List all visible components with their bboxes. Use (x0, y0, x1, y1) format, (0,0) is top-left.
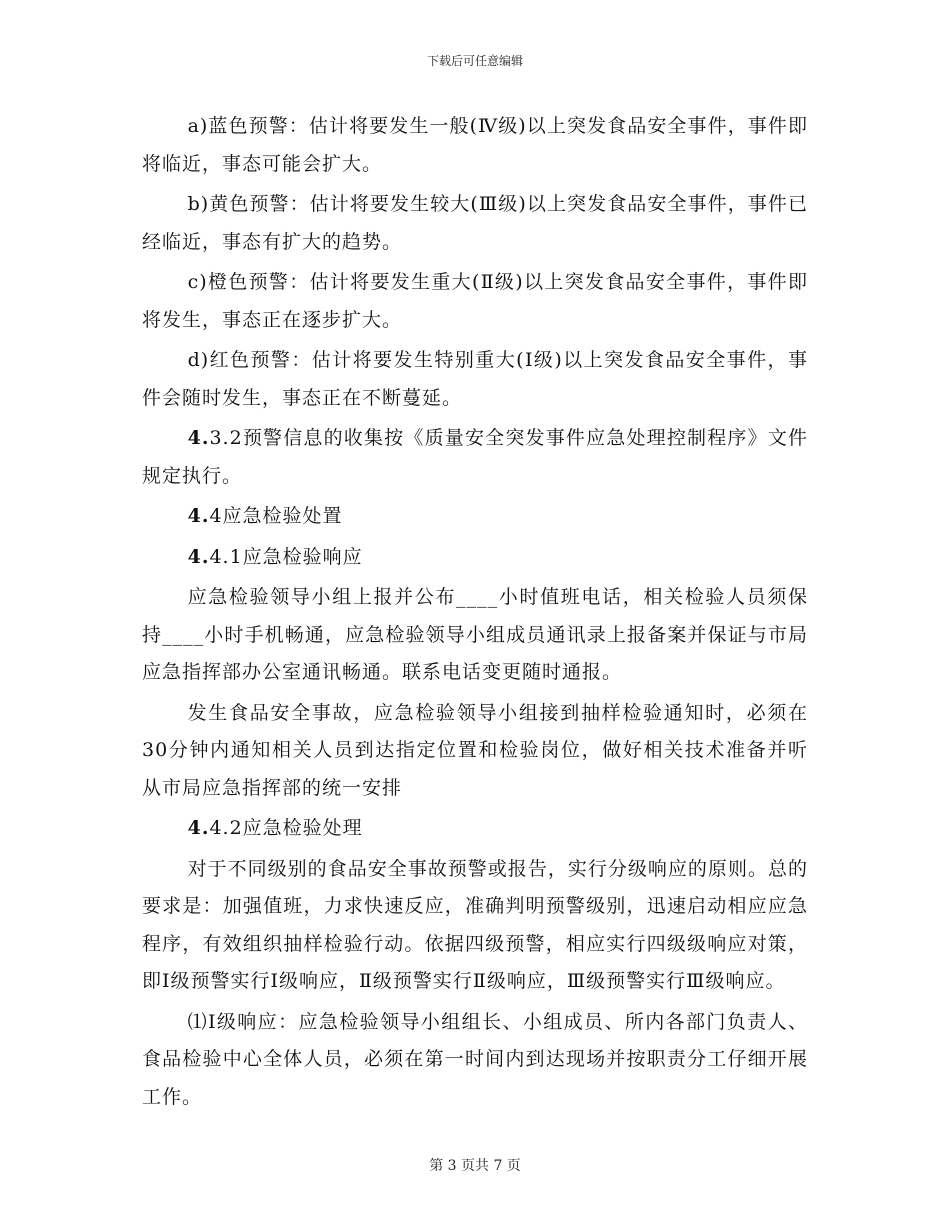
warning-blue-paragraph: a)蓝色预警：估计将要发生一般(Ⅳ级)以上突发食品安全事件，事件即将临近，事态可能会扩大。 (142, 115, 808, 175)
page-footer: 第 3 页共 7 页 (429, 1158, 521, 1174)
section-number: 4. (187, 505, 210, 527)
level-1-response-paragraph: ⑴Ⅰ级响应：应急检验领导小组组长、小组成员、所内各部门负责人、食品检验中心全体人员，必须在第一时间内到达现场并按职责分工仔细开展工作。 (142, 1010, 808, 1108)
duty-phone-paragraph: 应急检验领导小组上报并公布____小时值班电话，相关检验人员须保持____小时手机畅通，应急检验领导小组成员通讯录上报备案并保证与市局应急指挥部办公室通讯畅通。联系电话变更随时通报。 (142, 586, 808, 683)
section-number: 4. (187, 427, 210, 449)
section-4-4-2-heading (142, 810, 808, 848)
warning-orange-paragraph: c)橙色预警：估计将要发生重大(Ⅱ级)以上突发食品安全事件，事件即将发生，事态正在逐步扩大。 (142, 271, 808, 331)
section-text: 4.1应急检验响应 (209, 545, 363, 568)
section-text: 3.2预警信息的收集按《质量安全突发事件应急处理控制程序》文件规定执行。 (142, 427, 808, 487)
section-text: 4应急检验处置 (209, 505, 343, 527)
section-number: 4. (187, 545, 210, 568)
section-4-4-heading (142, 498, 808, 536)
warning-red-paragraph: d)红色预警：估计将要发生特别重大(Ⅰ级)以上突发食品安全事件，事件会随时发生，事态正在不断蔓延。 (142, 349, 808, 409)
section-4-4-1-heading (142, 539, 808, 577)
accident-notice-paragraph: 发生食品安全事故，应急检验领导小组接到抽样检验通知时，必须在30分钟内通知相关人员到达指定位置和检验岗位，做好相关技术准备并听从市局应急指挥部的统一安排 (142, 701, 808, 799)
page-header: 下载后可任意编辑 (426, 54, 523, 68)
section-4-3-2-paragraph (142, 420, 808, 495)
section-number: 4. (187, 817, 210, 839)
graded-response-paragraph: 对于不同级别的食品安全事故预警或报告，实行分级响应的原则。总的要求是：加强值班，力求快速反应，准确判明预警级别，迅速启动相应应急程序，有效组织抽样检验行动。依据四级预警，相应实行四级级响应对策，即Ⅰ级预警实行Ⅰ级响应，Ⅱ级预警实行Ⅱ级响应，Ⅲ级预警实行Ⅲ级响应。 (142, 857, 808, 992)
section-text: 4.2应急检验处理 (209, 817, 363, 839)
warning-yellow-paragraph: b)黄色预警：估计将要发生较大(Ⅲ级)以上突发食品安全事件，事件已经临近，事态有扩大的趋势。 (142, 193, 808, 253)
document-body (142, 108, 808, 1119)
